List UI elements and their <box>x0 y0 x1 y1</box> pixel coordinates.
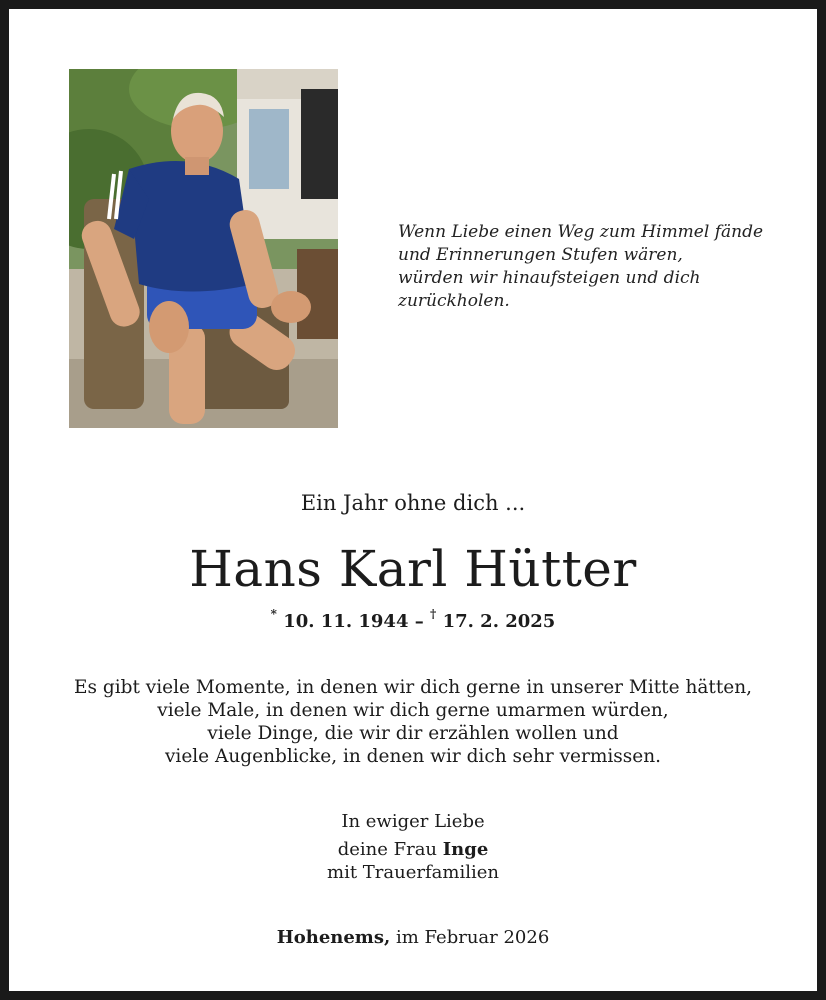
portrait-photo <box>69 69 338 428</box>
signature-line-2 <box>9 838 817 861</box>
message-line: Es gibt viele Momente, in denen wir dich gerne in unserer Mitte hätten, <box>73 677 753 698</box>
poem-block <box>398 221 798 313</box>
place-date <box>9 927 817 948</box>
death-symbol: † <box>430 607 437 621</box>
message-line: viele Dinge, die wir dir erzählen wollen und <box>207 723 619 744</box>
poem-line: Wenn Liebe einen Weg zum Himmel fände <box>398 222 764 242</box>
place-month: im Februar 2026 <box>390 927 550 948</box>
signature-name: Inge <box>442 839 489 860</box>
portrait-illustration <box>69 69 338 428</box>
memorial-message <box>9 676 817 768</box>
life-dates <box>9 609 817 632</box>
birth-symbol: * <box>270 607 277 621</box>
deceased-name: Hans Karl Hütter <box>189 540 637 598</box>
place-city: Hohenems, <box>276 927 391 948</box>
poem-line: und Erinnerungen Stufen wären, <box>398 245 683 265</box>
birth-date: 10. 11. 1944 <box>283 611 409 632</box>
signature-prefix: deine Frau <box>337 839 443 860</box>
signature-block <box>9 810 817 884</box>
intro-text: Ein Jahr ohne dich ... <box>300 491 526 515</box>
signature-line-1: In ewiger Liebe <box>341 811 485 832</box>
message-line: viele Male, in denen wir dich gerne umarmen würden, <box>157 700 669 721</box>
poem-line: zurückholen. <box>398 291 510 311</box>
death-date: 17. 2. 2025 <box>442 611 556 632</box>
date-separator: – <box>408 611 431 632</box>
message-line: viele Augenblicke, in denen wir dich sehr vermissen. <box>164 746 662 767</box>
signature-line-3: mit Trauerfamilien <box>327 862 499 883</box>
poem-line: würden wir hinaufsteigen und dich <box>398 268 701 288</box>
